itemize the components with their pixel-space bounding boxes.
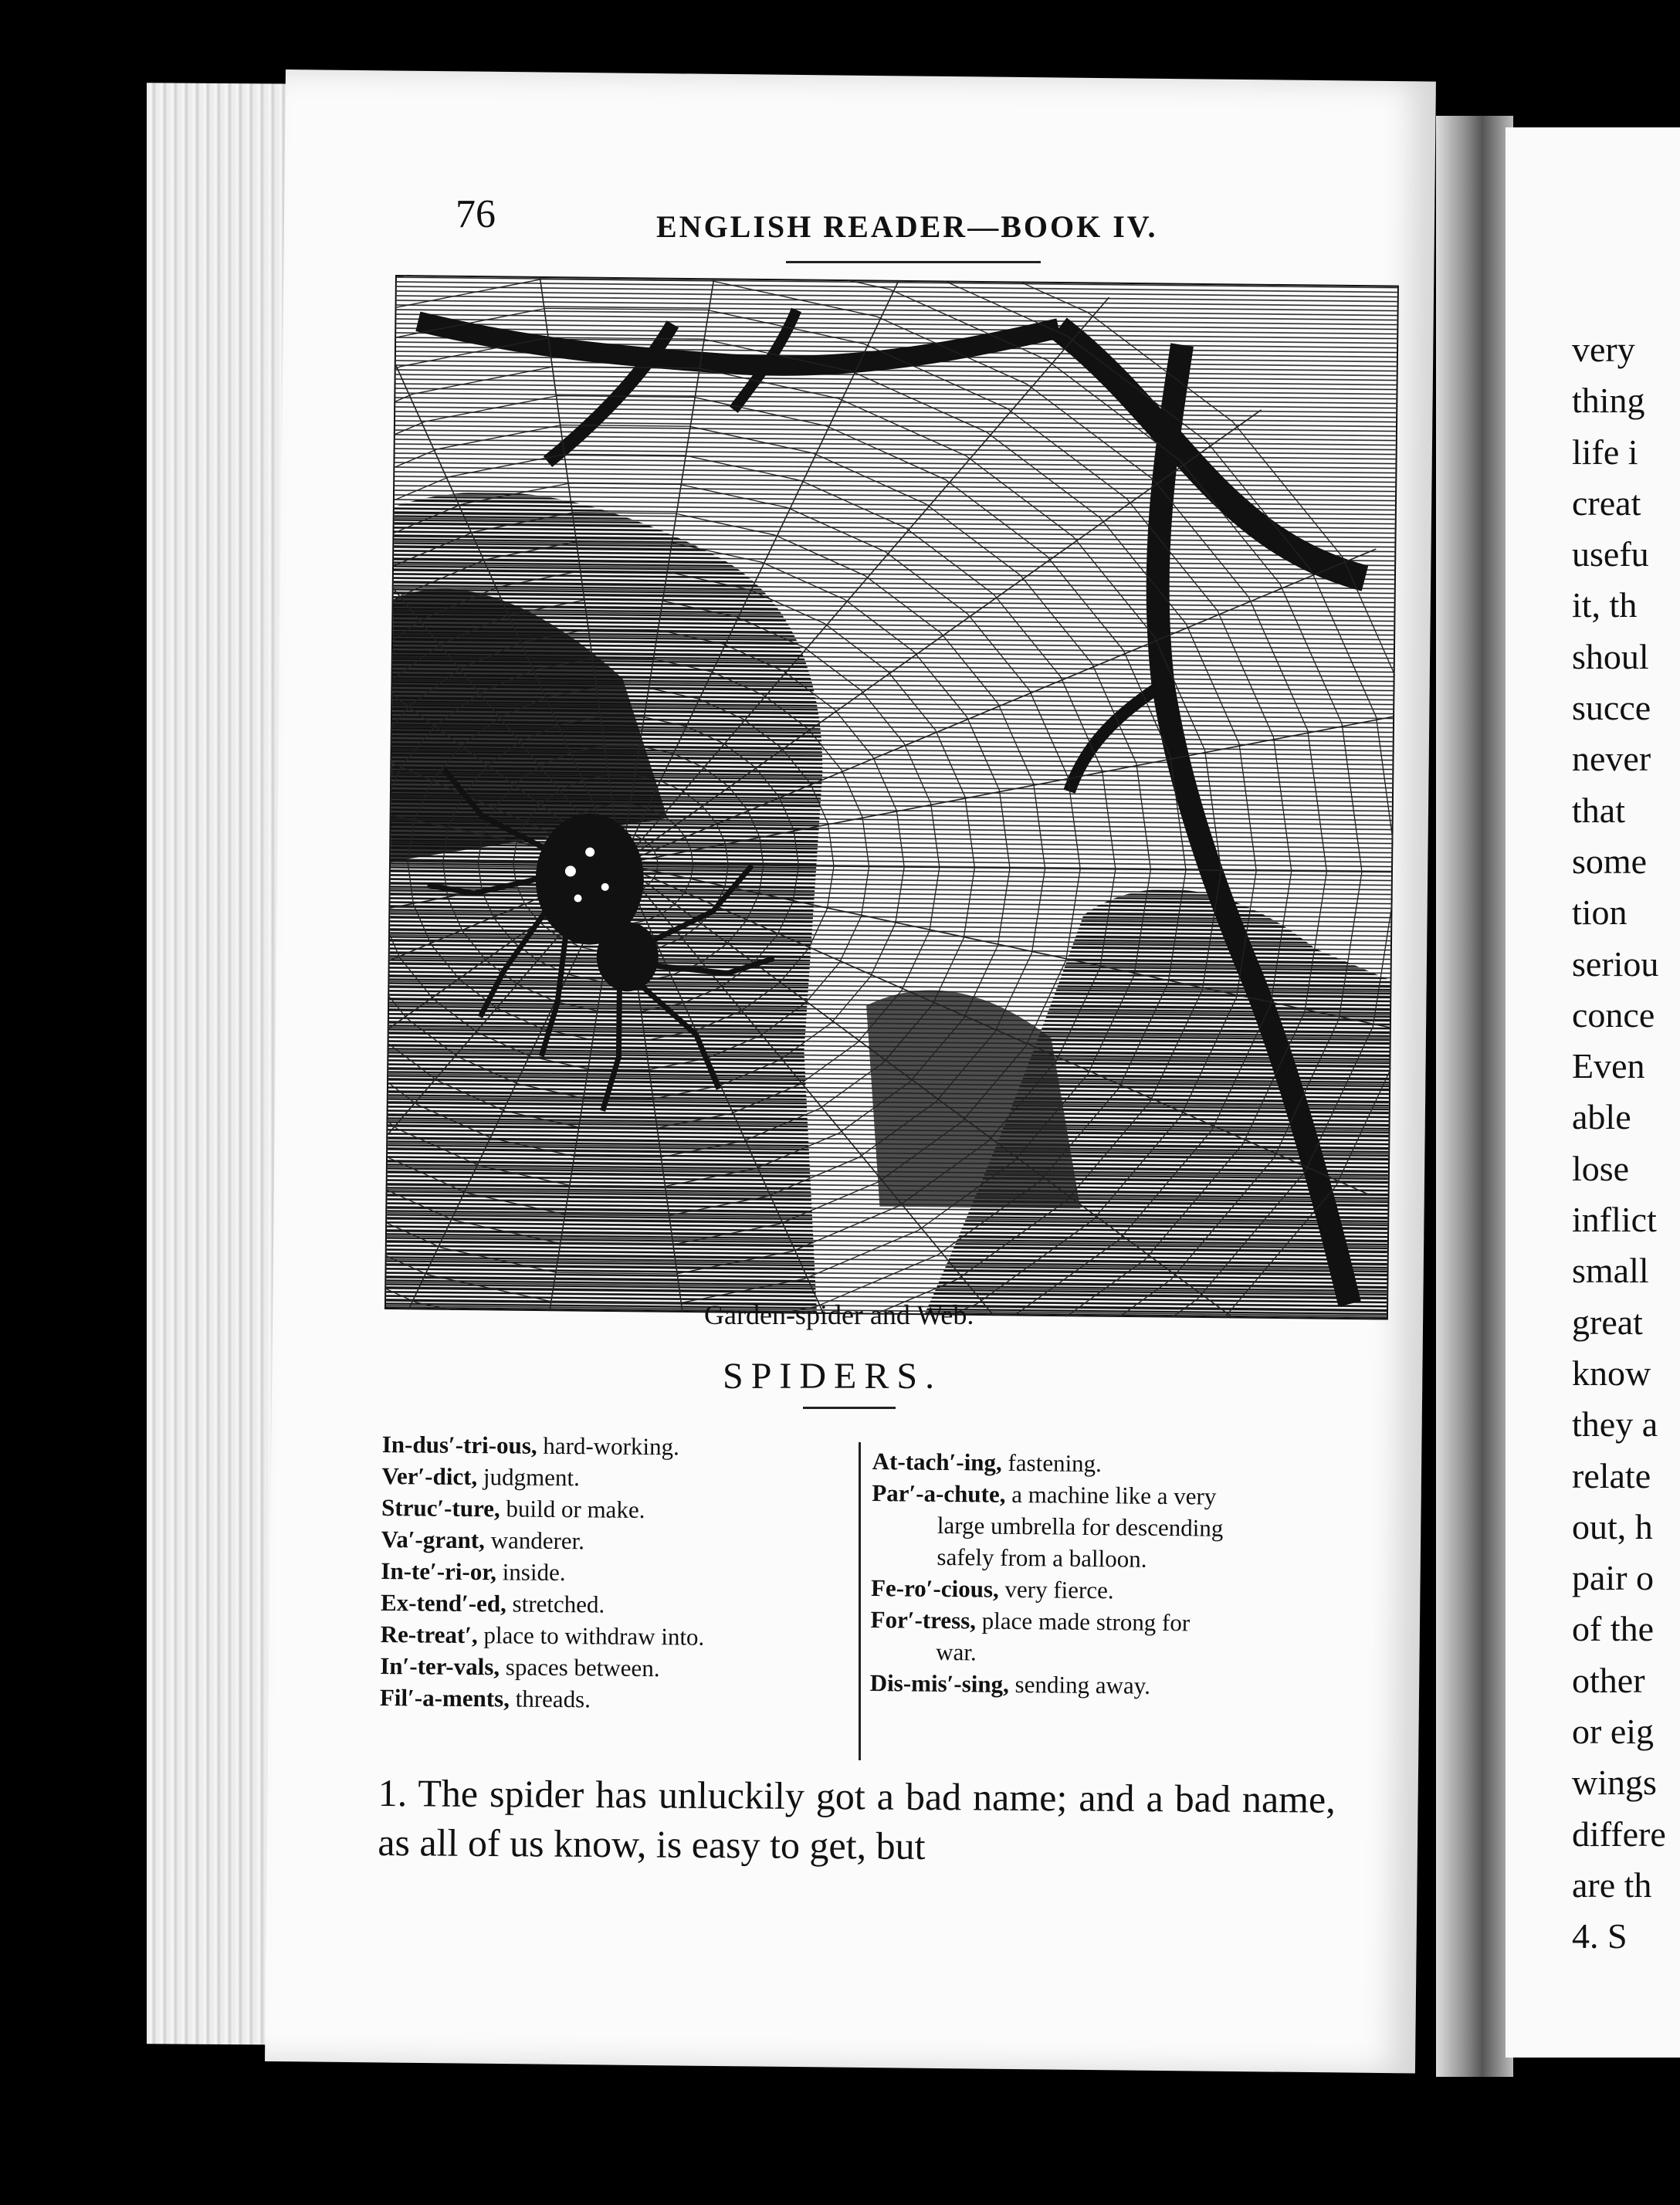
- facing-page-line: of the: [1572, 1609, 1655, 1649]
- facing-page-line: out, h: [1572, 1506, 1653, 1546]
- facing-page-line: creat: [1572, 483, 1641, 523]
- illustration-caption: Garden-spider and Web.: [704, 1299, 974, 1330]
- facing-page-text: [1572, 324, 1680, 1963]
- vocab-meaning: sending away.: [1014, 1670, 1151, 1699]
- facing-page-line: small: [1572, 1251, 1649, 1291]
- facing-page-line: very: [1572, 330, 1635, 369]
- facing-page-line: pair o: [1572, 1558, 1655, 1598]
- vocab-meaning: build or make.: [506, 1495, 645, 1523]
- facing-page-line: succe: [1572, 688, 1651, 728]
- vocabulary-list-right: [870, 1445, 1351, 1703]
- vocab-meaning: wanderer.: [490, 1526, 585, 1555]
- running-head: ENGLISH READER—BOOK IV.: [656, 209, 1158, 244]
- facing-page-line: wings: [1572, 1763, 1657, 1803]
- vocab-term: Va′-grant,: [381, 1525, 486, 1554]
- vocab-entry: [381, 1523, 845, 1559]
- running-head-rule: [786, 261, 1041, 263]
- vocab-term: Par′-a-chute,: [872, 1478, 1006, 1508]
- facing-page-line: other: [1572, 1660, 1645, 1700]
- facing-page-line: usefu: [1572, 534, 1649, 574]
- facing-page-line: never: [1572, 739, 1651, 779]
- vocab-meaning: place made strong for: [981, 1607, 1191, 1637]
- vocab-entry: [381, 1587, 844, 1622]
- vocab-meaning: place to withdraw into.: [483, 1621, 705, 1651]
- facing-page-line: seriou: [1572, 943, 1659, 984]
- vocab-term: Ex-tend′-ed,: [380, 1588, 507, 1617]
- vocab-meaning: very fierce.: [1004, 1575, 1114, 1604]
- facing-page-line: that: [1572, 790, 1625, 830]
- facing-page-line: able: [1572, 1097, 1631, 1137]
- facing-page-line: inflict: [1572, 1200, 1657, 1240]
- facing-page-line: know: [1572, 1353, 1651, 1393]
- facing-page-line: they a: [1572, 1404, 1658, 1445]
- vocab-term: Fil′-a-ments,: [379, 1683, 510, 1712]
- vocab-meaning-continuation: war.: [936, 1638, 977, 1666]
- vocab-entry: [381, 1460, 845, 1495]
- vocab-term: Re-treat′,: [380, 1620, 478, 1649]
- facing-page-line: differe: [1572, 1814, 1666, 1854]
- vocab-entry: [380, 1682, 843, 1717]
- facing-page-line: some: [1572, 841, 1648, 881]
- vocab-term: In′-ter-vals,: [380, 1651, 500, 1681]
- vocab-meaning: threads.: [515, 1685, 591, 1713]
- garden-spider-illustration: [384, 275, 1399, 1320]
- facing-page-line: 4. S: [1572, 1916, 1628, 1956]
- vocab-term: At-tach′-ing,: [872, 1447, 1002, 1476]
- vocab-meaning: fastening.: [1008, 1448, 1102, 1478]
- lesson-title-rule: [803, 1407, 896, 1409]
- vocab-entry: [870, 1667, 1349, 1703]
- book-gutter: [1436, 116, 1513, 2077]
- facing-page-line: relate: [1572, 1455, 1651, 1495]
- page-number: 76: [456, 192, 496, 236]
- vocab-entry: [380, 1650, 843, 1685]
- vocab-entry: [870, 1604, 1350, 1672]
- vocab-entry: [381, 1555, 844, 1590]
- vocab-meaning: judgment.: [483, 1463, 581, 1492]
- vocab-entry: [871, 1477, 1350, 1577]
- vocab-meaning: a machine like a very: [1011, 1480, 1217, 1510]
- facing-page-line: life i: [1572, 432, 1638, 472]
- facing-page-line: great: [1572, 1302, 1643, 1342]
- vocab-meaning: stretched.: [512, 1590, 605, 1618]
- vocab-term: Ver′-dict,: [381, 1462, 478, 1491]
- vocab-meaning-continuation: safely from a balloon.: [937, 1543, 1147, 1573]
- facing-page-line: shoul: [1572, 636, 1649, 676]
- vocab-term: Fe-ro′-cious,: [870, 1573, 999, 1603]
- vocabulary-list-left: [380, 1428, 845, 1717]
- vocab-meaning: spaces between.: [505, 1653, 660, 1682]
- vocab-term: Dis-mis′-sing,: [869, 1668, 1010, 1698]
- facing-page-line: it, th: [1572, 585, 1638, 625]
- facing-page-line: are th: [1572, 1865, 1652, 1905]
- facing-page-line: tion: [1572, 892, 1628, 933]
- vocab-term: In-te′-ri-or,: [381, 1556, 497, 1586]
- lesson-title: SPIDERS.: [723, 1356, 943, 1397]
- vocab-entry: [872, 1445, 1351, 1482]
- vocab-term: For′-tress,: [870, 1605, 977, 1634]
- vocab-entry: [380, 1618, 843, 1654]
- vocab-entry: [871, 1572, 1350, 1608]
- facing-page-line: thing: [1572, 381, 1645, 421]
- vocab-term: Struc′-ture,: [381, 1493, 500, 1522]
- facing-page-line: or eig: [1572, 1712, 1655, 1752]
- vocab-meaning: inside.: [502, 1558, 566, 1587]
- facing-page-line: lose: [1572, 1148, 1630, 1188]
- vocabulary-column-divider: [859, 1442, 861, 1760]
- vocab-meaning-continuation: large umbrella for descending: [937, 1511, 1224, 1542]
- vocab-term: In-dus′-tri-ous,: [381, 1430, 537, 1459]
- vocab-entry: [381, 1492, 845, 1527]
- facing-page-line: Even: [1572, 1046, 1645, 1086]
- vocab-entry: [382, 1428, 845, 1464]
- body-paragraph-1: 1. The spider has unluckily got a bad name; and a bad name, as all of us know, is easy to get, but: [378, 1771, 1336, 1868]
- vocab-meaning: hard-working.: [543, 1431, 679, 1461]
- facing-page-line: conce: [1572, 994, 1655, 1035]
